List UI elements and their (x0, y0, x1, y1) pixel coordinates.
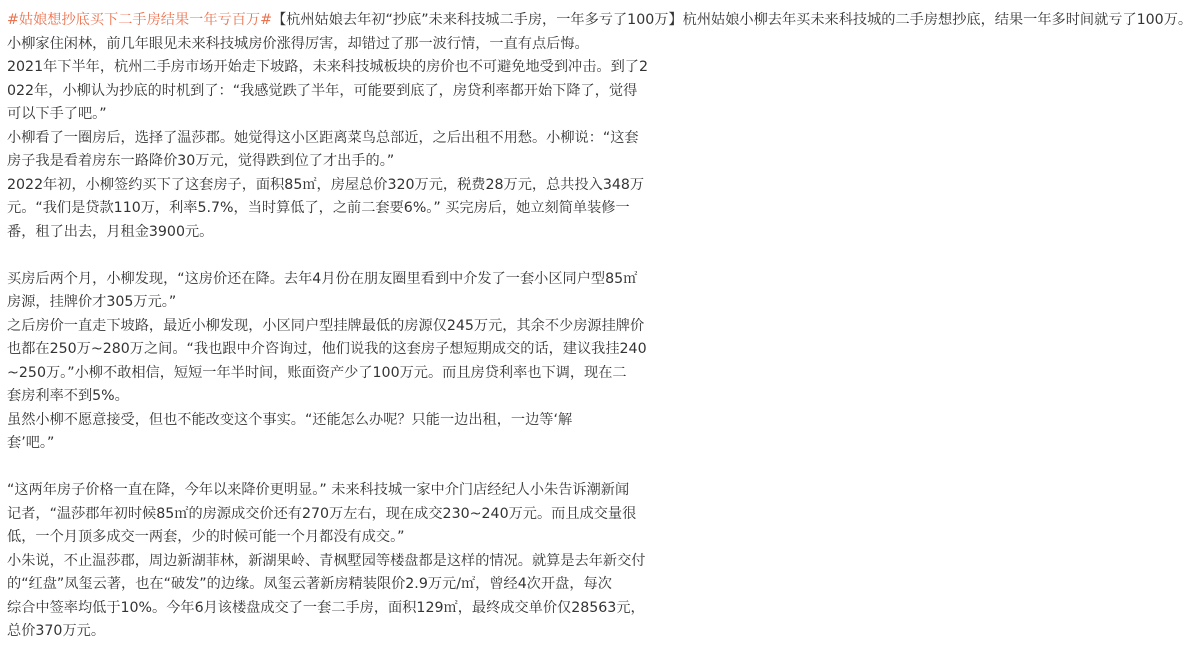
post-line: 套房利率不到5%。 (7, 388, 129, 404)
post-line: 小柳家住闲林，前几年眼见未来科技城房价涨得厉害，却错过了那一波行情，一直有点后悔。 (7, 35, 589, 52)
post-line: 022年，小柳认为抄底的时机到了：“我感觉跌了半年，可能要到底了，房贷利率都开始下降了，觉得 (7, 82, 638, 99)
post-line: 也都在250万~280万之间。“我也跟中介咨询过，他们说我的这套房子想短期成交的话，建议我挂240 (7, 341, 647, 357)
post-line: 之后房价一直走下坡路，最近小柳发现，小区同户型挂牌最低的房源仅245万元，其余不少房源挂牌价 (7, 317, 645, 334)
post-line: 2021年下半年，杭州二手房市场开始走下坡路，未来科技城板块的房价也不可避免地受到冲击。到了2 (7, 59, 649, 75)
hashtag-link[interactable]: #姑娘想抄底买下二手房结果一年亏百万# (7, 12, 272, 28)
post-line: 小柳看了一圈房后，选择了温莎郡。她觉得这小区距离菜鸟总部近，之后出租不用愁。小柳说：“这套 (7, 129, 639, 146)
post-line: 的“红盘”凤玺云著，也在“破发”的边缘。凤玺云著新房精装限价2.9万元/㎡，曾经4次开盘，每次 (7, 576, 612, 592)
post-line: 低，一个月顶多成交一两套，少的时候可能一个月都没有成交。” (7, 529, 405, 545)
post-line: “这两年房子价格一直在降，今年以来降价更明显。” 未来科技城一家中介门店经纪人小朱告诉潮新闻 (7, 482, 630, 498)
post-line: 可以下手了吧。” (7, 106, 107, 122)
post-line: 房子我是看着房东一路降价30万元，觉得跌到位了才出手的。” (7, 153, 395, 169)
post-line-1 (7, 9, 1192, 33)
post-line: 总价370万元。 (7, 623, 106, 639)
post-headline: 【杭州姑娘去年初“抄底”未来科技城二手房，一年多亏了100万】杭州姑娘小柳去年买未来科技城的二手房想抄底，结果一年多时间就亏了100万。 (271, 12, 1192, 28)
post-line: 买房后两个月，小柳发现，“这房价还在降。去年4月份在朋友圈里看到中介发了一套小区同户型85㎡ (7, 270, 638, 287)
post-line: 2022年初，小柳签约买下了这套房子，面积85㎡，房屋总价320万元，税费28万元，总共投入348万 (7, 176, 645, 193)
post-line: 记者，“温莎郡年初时候85㎡的房源成交价还有270万左右，现在成交230~240万元。而且成交量很 (7, 505, 637, 522)
post-line: 房源，挂牌价才305万元。” (7, 294, 177, 310)
post-line: 套’吧。” (7, 435, 55, 451)
post-line: 元。“我们是贷款110万，利率5.7%，当时算低了，之前二套要6%。” 买完房后，她立刻简单装修一 (7, 200, 630, 216)
post-line: ~250万。”小柳不敢相信，短短一年半时间，账面资产少了100万元。而且房贷利率也下调，现在二 (7, 364, 627, 381)
paragraph-gap (7, 456, 744, 480)
post-line: 综合中签率均低于10%。今年6月该楼盘成交了一套二手房，面积129㎡，最终成交单价仅28563元， (7, 599, 645, 616)
post-line: 小朱说，不止温莎郡，周边新湖菲林，新湖果岭、青枫墅园等楼盘都是这样的情况。就算是去年新交付 (7, 552, 646, 569)
post-line: 虽然小柳不愿意接受，但也不能改变这个事实。“还能怎么办呢？只能一边出租，一边等‘解 (7, 411, 573, 428)
paragraph-gap (7, 244, 744, 268)
post-line: 番，租了出去，月租金3900元。 (7, 223, 214, 240)
